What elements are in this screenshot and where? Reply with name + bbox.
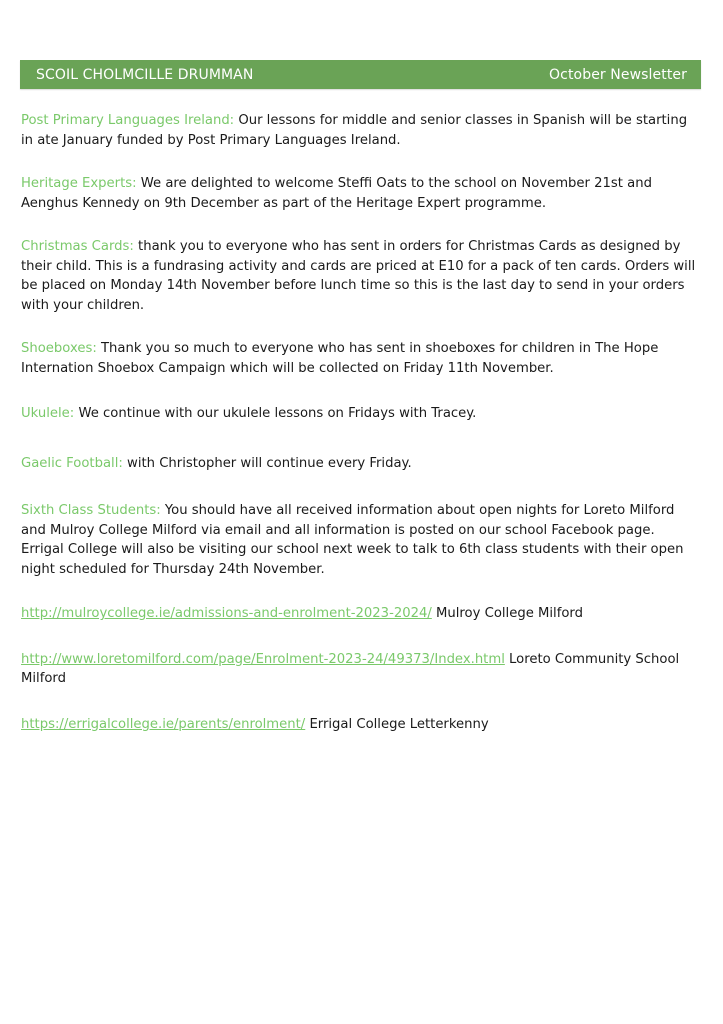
link-description: Loreto Community School Milford [21,651,680,686]
section-text: thank you to everyone who has sent in orders for Christmas Cards as designed by their child. This is a fundrasing activity and cards are priced at E10 for a pack of ten cards. Orders will be placed on Monday 14th November before lunch time so this is the last day to send in your orders with your children. [21,239,696,313]
section-post-primary-languages [21,111,701,150]
section-sixth-class-students [21,501,701,579]
section-label: Heritage Experts: [21,176,137,191]
section-text: Our lessons for middle and senior classes in Spanish will be starting in ate January funded by Post Primary Languages Ireland. [21,113,688,148]
loreto-milford-link[interactable]: http://www.loretomilford.com/page/Enrolment-2023-24/49373/Index.html [21,651,505,667]
newsletter-title: October Newsletter [549,66,687,83]
section-text: You should have all received information about open nights for Loreto Milford and Mulroy College Milford via email and all information is posted on our school Facebook page. Errigal College will also be visiting our school next week to talk to 6th class students with their open night scheduled for Thursday 24th November. [21,503,684,577]
section-shoeboxes [21,339,701,378]
school-name: SCOIL CHOLMCILLE DRUMMAN [36,66,254,83]
section-ukulele [21,404,701,424]
link-item-loreto [21,650,701,689]
section-christmas-cards [21,237,701,315]
link-description: Mulroy College Milford [431,606,583,621]
section-label: Gaelic Football: [21,455,123,471]
link-item-mulroy [21,604,701,624]
section-label: Christmas Cards: [21,239,134,254]
section-gaelic-football [21,454,701,474]
link-description: Errigal College Letterkenny [305,716,489,732]
newsletter-content [21,111,701,758]
section-text: with Christopher will continue every Friday. [122,455,412,471]
section-label: Sixth Class Students: [21,503,161,518]
section-text: We continue with our ukulele lessons on Fridays with Tracey. [74,406,477,421]
errigal-college-link[interactable]: https://errigalcollege.ie/parents/enrolment/ [21,716,306,732]
mulroy-college-link[interactable]: http://mulroycollege.ie/admissions-and-enrolment-2023-2024/ [21,606,432,621]
section-label: Post Primary Languages Ireland: [21,113,235,128]
link-item-errigal [21,715,701,735]
newsletter-header-banner [20,60,701,89]
section-text: We are delighted to welcome Steffi Oats to the school on November 21st and Aenghus Kennedy on 9th December as part of the Heritage Expert programme. [21,176,652,211]
section-label: Ukulele: [21,406,75,421]
section-text: Thank you so much to everyone who has sent in shoeboxes for children in The Hope Internation Shoebox Campaign which will be collected on Friday 11th November. [21,341,659,376]
section-heritage-experts [21,174,701,213]
section-label: Shoeboxes: [21,341,97,356]
